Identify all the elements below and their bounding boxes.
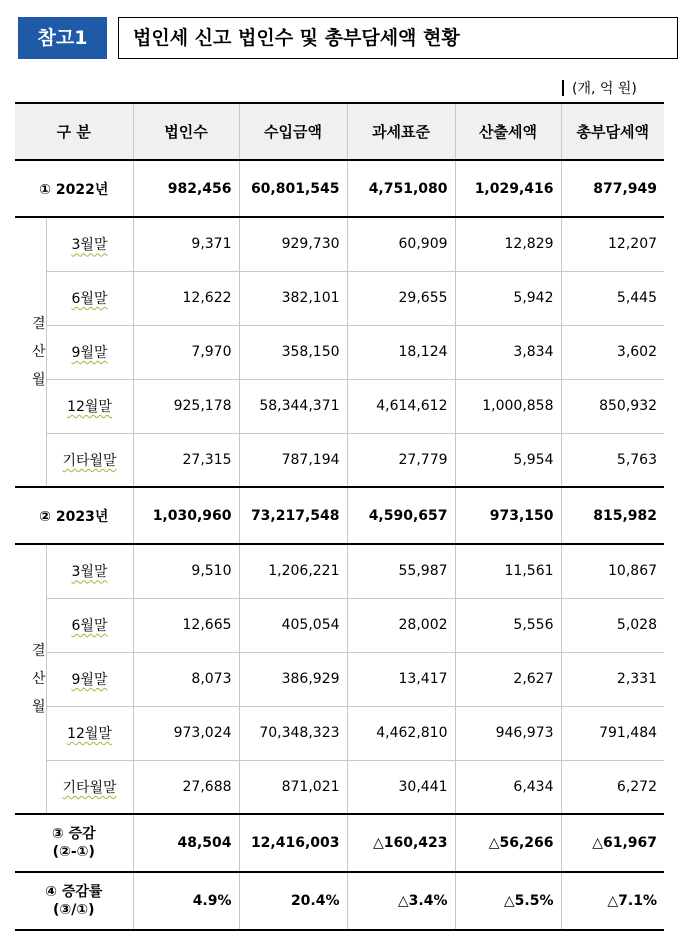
cell-tax-base: 4,614,612 [347, 379, 455, 433]
cell-corporations: 4.9% [133, 872, 239, 930]
cell-revenue: 405,054 [239, 598, 347, 652]
cell-revenue: 60,801,545 [239, 160, 347, 217]
row-label: ② 2023년 [15, 487, 133, 544]
page-title: 법인세 신고 법인수 및 총부담세액 현황 [118, 17, 678, 59]
cell-revenue: 871,021 [239, 760, 347, 814]
corporate-tax-table [15, 102, 664, 931]
cell-total-tax: 10,867 [561, 544, 664, 598]
cell-corporations: 48,504 [133, 814, 239, 872]
unit-label: (개, 억 원) [572, 81, 637, 97]
row-label: 12월말 [46, 379, 133, 433]
cell-tax-base: 13,417 [347, 652, 455, 706]
cell-tax-base: 4,462,810 [347, 706, 455, 760]
cell-computed-tax: 1,029,416 [455, 160, 561, 217]
header [18, 17, 664, 59]
settlement-month-group-label: 결 산 월 [15, 544, 46, 814]
cell-corporations: 27,688 [133, 760, 239, 814]
cell-tax-base: 18,124 [347, 325, 455, 379]
cell-revenue: 386,929 [239, 652, 347, 706]
cell-tax-base: △160,423 [347, 814, 455, 872]
table-row [15, 706, 664, 760]
cell-corporations: 12,622 [133, 271, 239, 325]
cell-revenue: 70,348,323 [239, 706, 347, 760]
table-row [15, 379, 664, 433]
row-label: 기타월말 [46, 433, 133, 487]
cell-corporations: 9,371 [133, 217, 239, 271]
cell-corporations: 7,970 [133, 325, 239, 379]
cell-revenue: 929,730 [239, 217, 347, 271]
cell-revenue: 787,194 [239, 433, 347, 487]
row-label: 6월말 [46, 271, 133, 325]
cell-computed-tax: △56,266 [455, 814, 561, 872]
unit-marker [562, 80, 564, 96]
row-label: ④ 증감률 (③/①) [15, 872, 133, 930]
cell-tax-base: 29,655 [347, 271, 455, 325]
table-row [15, 433, 664, 487]
table-header-row [15, 103, 664, 160]
cell-computed-tax: 5,556 [455, 598, 561, 652]
column-header-category: 구 분 [15, 103, 133, 160]
cell-total-tax: 791,484 [561, 706, 664, 760]
cell-computed-tax: 946,973 [455, 706, 561, 760]
cell-revenue: 73,217,548 [239, 487, 347, 544]
row-label: 12월말 [46, 706, 133, 760]
row-label: 3월말 [46, 544, 133, 598]
cell-tax-base: △3.4% [347, 872, 455, 930]
cell-tax-base: 4,751,080 [347, 160, 455, 217]
column-header-computed-tax: 산출세액 [455, 103, 561, 160]
cell-revenue: 358,150 [239, 325, 347, 379]
cell-computed-tax: 2,627 [455, 652, 561, 706]
cell-corporations: 9,510 [133, 544, 239, 598]
cell-total-tax: △61,967 [561, 814, 664, 872]
cell-total-tax: 5,763 [561, 433, 664, 487]
cell-total-tax: 5,445 [561, 271, 664, 325]
cell-revenue: 1,206,221 [239, 544, 347, 598]
column-header-tax-base: 과세표준 [347, 103, 455, 160]
cell-computed-tax: △5.5% [455, 872, 561, 930]
cell-revenue: 20.4% [239, 872, 347, 930]
cell-computed-tax: 973,150 [455, 487, 561, 544]
cell-computed-tax: 11,561 [455, 544, 561, 598]
row-label: 3월말 [46, 217, 133, 271]
table-row [15, 760, 664, 814]
cell-computed-tax: 5,954 [455, 433, 561, 487]
cell-corporations: 982,456 [133, 160, 239, 217]
table-row-total-2022 [15, 160, 664, 217]
cell-corporations: 12,665 [133, 598, 239, 652]
cell-corporations: 973,024 [133, 706, 239, 760]
table-row-change-rate [15, 872, 664, 930]
cell-revenue: 382,101 [239, 271, 347, 325]
row-label: 기타월말 [46, 760, 133, 814]
cell-corporations: 925,178 [133, 379, 239, 433]
table-row [15, 544, 664, 598]
reference-badge: 참고1 [18, 17, 107, 59]
cell-computed-tax: 3,834 [455, 325, 561, 379]
cell-tax-base: 4,590,657 [347, 487, 455, 544]
cell-revenue: 58,344,371 [239, 379, 347, 433]
cell-computed-tax: 1,000,858 [455, 379, 561, 433]
cell-computed-tax: 5,942 [455, 271, 561, 325]
row-label: 9월말 [46, 325, 133, 379]
cell-revenue: 12,416,003 [239, 814, 347, 872]
cell-corporations: 1,030,960 [133, 487, 239, 544]
settlement-month-group-label: 결 산 월 [15, 217, 46, 487]
row-label: ① 2022년 [15, 160, 133, 217]
cell-total-tax: 3,602 [561, 325, 664, 379]
cell-total-tax: 6,272 [561, 760, 664, 814]
table-row [15, 217, 664, 271]
cell-total-tax: 12,207 [561, 217, 664, 271]
cell-computed-tax: 12,829 [455, 217, 561, 271]
cell-total-tax: 877,949 [561, 160, 664, 217]
table-row [15, 598, 664, 652]
table-row [15, 652, 664, 706]
row-label: 6월말 [46, 598, 133, 652]
row-label: 9월말 [46, 652, 133, 706]
cell-tax-base: 30,441 [347, 760, 455, 814]
cell-tax-base: 27,779 [347, 433, 455, 487]
table-row [15, 271, 664, 325]
column-header-revenue: 수입금액 [239, 103, 347, 160]
cell-computed-tax: 6,434 [455, 760, 561, 814]
cell-tax-base: 28,002 [347, 598, 455, 652]
table-row-total-2023 [15, 487, 664, 544]
table-row [15, 325, 664, 379]
cell-tax-base: 60,909 [347, 217, 455, 271]
cell-total-tax: 2,331 [561, 652, 664, 706]
cell-corporations: 27,315 [133, 433, 239, 487]
row-label: ③ 증감 (②-①) [15, 814, 133, 872]
cell-total-tax: 5,028 [561, 598, 664, 652]
cell-total-tax: 850,932 [561, 379, 664, 433]
table-row-change [15, 814, 664, 872]
cell-total-tax: △7.1% [561, 872, 664, 930]
column-header-total-tax: 총부담세액 [561, 103, 664, 160]
cell-tax-base: 55,987 [347, 544, 455, 598]
cell-corporations: 8,073 [133, 652, 239, 706]
column-header-corporations: 법인수 [133, 103, 239, 160]
cell-total-tax: 815,982 [561, 487, 664, 544]
